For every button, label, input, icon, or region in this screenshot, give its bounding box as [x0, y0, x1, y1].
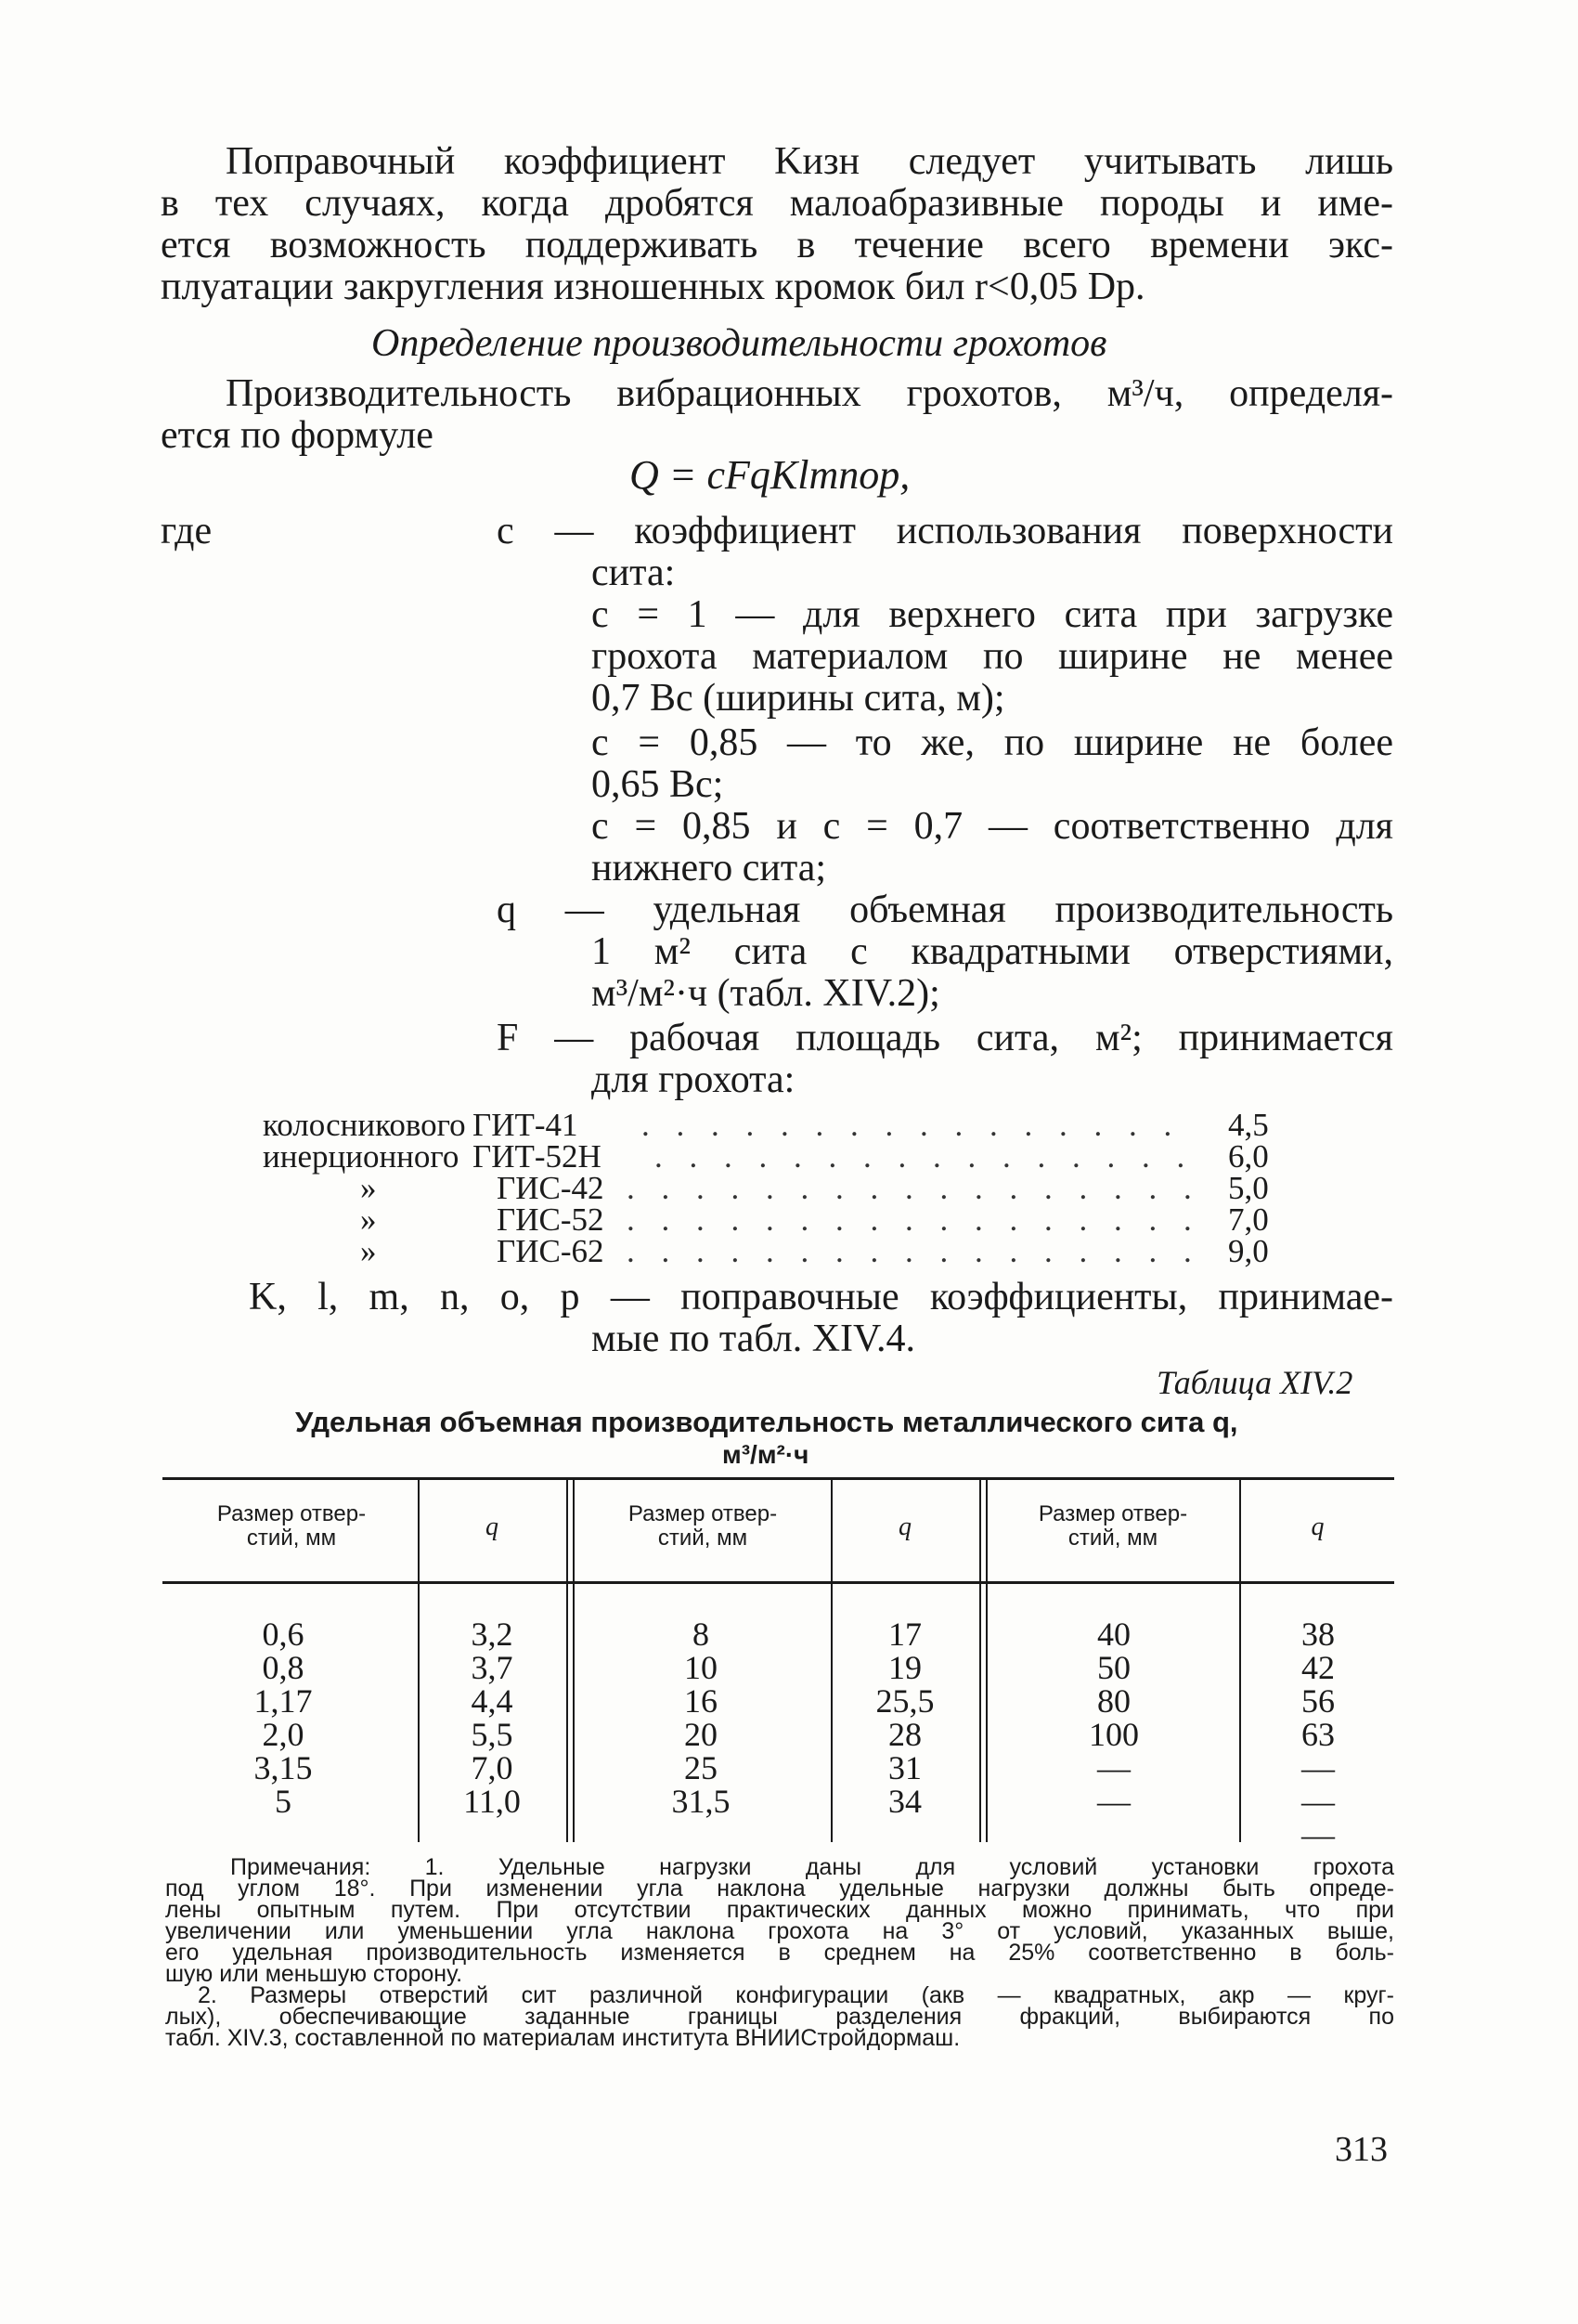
column-header-q: q	[1311, 1513, 1325, 1541]
table-cell: 25,5	[875, 1682, 935, 1720]
intro-line: плуатации закругления изношенных кромок бил r<0,05 Dр.	[161, 266, 1145, 308]
note-line: его удельная производительность изменяется в среднем на 25% соответственно в боль-	[165, 1940, 1394, 1966]
table-cell: 38	[1301, 1616, 1335, 1653]
table-label: Таблица XIV.2	[1157, 1364, 1353, 1401]
table-cell: 3,7	[471, 1649, 513, 1686]
definition-line: c — коэффициент использования поверхности	[497, 510, 1393, 552]
column-header-size	[576, 1502, 830, 1551]
column-divider	[573, 1480, 575, 1842]
paragraph-line: ется по формуле	[161, 414, 433, 457]
section-heading: Определение производительности грохотов	[371, 322, 1107, 365]
screen-row	[263, 1170, 1274, 1206]
header-text: Размер отвер-	[1038, 1501, 1188, 1526]
screen-area: 5,0	[1228, 1170, 1269, 1206]
table-cell: 0,6	[262, 1616, 304, 1653]
size-column	[190, 1617, 376, 1818]
definition-line: F — рабочая площадь сита, м²; принимается	[497, 1017, 1393, 1059]
leader-dots: . . . . . . . . . . . . . . . .	[641, 1107, 1182, 1143]
header-text: стий, мм	[1067, 1526, 1158, 1551]
table-cell: 11,0	[463, 1783, 521, 1820]
table-cell: —	[1097, 1783, 1131, 1820]
table-cell: —	[1097, 1749, 1131, 1786]
definition-line: 1 м² сита с квадратными отверстиями,	[591, 930, 1393, 973]
table-cell: 31	[888, 1749, 922, 1786]
table-cell: 19	[888, 1649, 922, 1686]
screen-model: ГИТ-52Н	[472, 1138, 601, 1175]
q-column	[835, 1617, 975, 1818]
column-header-size	[167, 1502, 416, 1551]
screen-type: »	[360, 1170, 377, 1206]
table-cell: 56	[1301, 1682, 1335, 1720]
table-cell: 42	[1301, 1649, 1335, 1686]
table-cell: 40	[1097, 1616, 1131, 1653]
screen-area: 9,0	[1228, 1233, 1269, 1269]
table-cell: —	[1301, 1816, 1335, 1853]
table-title: Удельная объемная производительность металлического сита q,	[295, 1406, 1238, 1438]
screen-model: ГИС-42	[497, 1170, 604, 1206]
screen-model: ГИС-52	[497, 1201, 604, 1238]
table-top-rule	[162, 1477, 1394, 1480]
screen-area: 7,0	[1228, 1201, 1269, 1238]
table-cell: 5,5	[471, 1716, 513, 1753]
screen-row	[263, 1233, 1274, 1269]
intro-line: в тех случаях, когда дробятся малоабразивные породы и име-	[161, 182, 1393, 225]
table-cell: 10	[684, 1649, 718, 1686]
table-cell: 31,5	[671, 1783, 731, 1820]
table-cell: 5	[275, 1783, 291, 1820]
definition-line: сита:	[591, 552, 676, 594]
definition-line: 0,65 Bс;	[591, 763, 724, 806]
header-text: Размер отвер-	[216, 1501, 367, 1526]
header-text: стий, мм	[657, 1526, 748, 1551]
column-divider	[986, 1480, 988, 1842]
screen-type: »	[360, 1201, 377, 1238]
table-cell: 16	[684, 1682, 718, 1720]
table-cell: 50	[1097, 1649, 1131, 1686]
table-cell: 1,17	[253, 1682, 313, 1720]
definition-line: c = 0,85 и c = 0,7 — соответственно для	[591, 805, 1393, 848]
screen-type: колосникового	[263, 1107, 466, 1143]
table-cell: 20	[684, 1716, 718, 1753]
column-divider	[566, 1480, 568, 1842]
table-cell: 0,8	[262, 1649, 304, 1686]
note-line: лых), обеспечивающие заданные границы разделения фракций, выбираются по	[165, 2004, 1394, 2030]
note-line: Примечания: 1. Удельные нагрузки даны для условий установки грохота	[230, 1854, 1394, 1880]
corrections-line: K, l, m, n, o, p — поправочные коэффициенты, принимае-	[249, 1276, 1393, 1318]
definition-line: c = 1 — для верхнего сита при загрузке	[591, 593, 1393, 636]
where-label: где	[161, 510, 213, 552]
table-cell: 17	[888, 1616, 922, 1653]
screen-row	[263, 1138, 1274, 1175]
screen-row	[263, 1107, 1274, 1143]
header-text: Размер отвер-	[627, 1501, 778, 1526]
table-notes	[165, 1854, 1394, 2051]
screen-model: ГИС-62	[497, 1233, 604, 1269]
page-number: 313	[1335, 2130, 1388, 2169]
table-cell: 80	[1097, 1682, 1131, 1720]
table-title-units: м³/м²·ч	[722, 1440, 809, 1469]
q-column	[422, 1617, 562, 1818]
note-line: 2. Размеры отверстий сит различной конфигурации (aкв — квадратных, aкр — круг-	[198, 1982, 1394, 2008]
column-header-size	[989, 1502, 1237, 1551]
size-column	[603, 1617, 798, 1818]
screen-model: ГИТ-41	[472, 1107, 578, 1143]
definition-line: для грохота:	[591, 1058, 795, 1101]
table-cell: 3,15	[253, 1749, 313, 1786]
note-line: под углом 18°. При изменении угла наклона удельные нагрузки должны быть опреде-	[165, 1876, 1394, 1902]
formula: Q = cFqKlmnop,	[629, 452, 911, 498]
definition-line: 0,7 Bс (ширины сита, м);	[591, 677, 1005, 720]
table-cell: 28	[888, 1716, 922, 1753]
screen-area: 4,5	[1228, 1107, 1269, 1143]
column-divider	[979, 1480, 981, 1842]
table-cell: 100	[1089, 1716, 1139, 1753]
table-cell: 4,4	[471, 1682, 513, 1720]
screen-list	[263, 1107, 1274, 1269]
screen-type: инерционного	[263, 1138, 459, 1175]
definition-line: q — удельная объемная производительность	[497, 889, 1393, 931]
note-line: лены опытным путем. При отсутствии практических данных можно принимать, что при	[165, 1897, 1394, 1923]
paragraph-line: Производительность вибрационных грохотов, м³/ч, определя-	[226, 372, 1393, 415]
leader-dots: . . . . . . . . . . . . . . . . .	[627, 1233, 1201, 1269]
note-line: увеличении или уменьшении угла наклона грохота на 3° от условий, указанных выше,	[165, 1918, 1394, 1944]
note-line: шую или меньшую сторону.	[165, 1961, 463, 1987]
corrections-line: мые по табл. XIV.4.	[591, 1318, 915, 1360]
table-cell: —	[1301, 1749, 1335, 1786]
table-cell: 7,0	[471, 1749, 513, 1786]
column-header-q: q	[899, 1513, 912, 1541]
screen-row	[263, 1201, 1274, 1238]
header-text: стий, мм	[246, 1526, 337, 1551]
q-column	[1248, 1617, 1388, 1851]
definition-line: нижнего сита;	[591, 847, 827, 889]
definition-line: грохота материалом по ширине не менее	[591, 635, 1393, 678]
screen-type: »	[360, 1233, 377, 1269]
table-cell: 3,2	[471, 1616, 513, 1653]
screen-area: 6,0	[1228, 1138, 1269, 1175]
definition-line: м³/м²·ч (табл. XIV.2);	[591, 972, 940, 1015]
leader-dots: . . . . . . . . . . . . . . . . .	[627, 1170, 1201, 1206]
intro-line: ется возможность поддерживать в течение всего времени экс-	[161, 224, 1393, 266]
table-cell: 8	[692, 1616, 709, 1653]
table-cell: —	[1301, 1783, 1335, 1820]
table-header-rule	[162, 1581, 1394, 1584]
table-cell: 2,0	[262, 1716, 304, 1753]
leader-dots: . . . . . . . . . . . . . . . .	[654, 1138, 1195, 1175]
intro-line: Поправочный коэффициент Kизн следует учитывать лишь	[226, 140, 1393, 183]
table-cell: 34	[888, 1783, 922, 1820]
definition-line: c = 0,85 — то же, по ширине не более	[591, 721, 1393, 764]
column-header-q: q	[485, 1513, 498, 1541]
size-column	[1016, 1617, 1211, 1818]
note-line: табл. XIV.3, составленной по материалам института ВНИИСтройдормаш.	[165, 2025, 961, 2051]
table-cell: 63	[1301, 1716, 1335, 1753]
table-cell: 25	[684, 1749, 718, 1786]
leader-dots: . . . . . . . . . . . . . . . . .	[627, 1201, 1201, 1238]
